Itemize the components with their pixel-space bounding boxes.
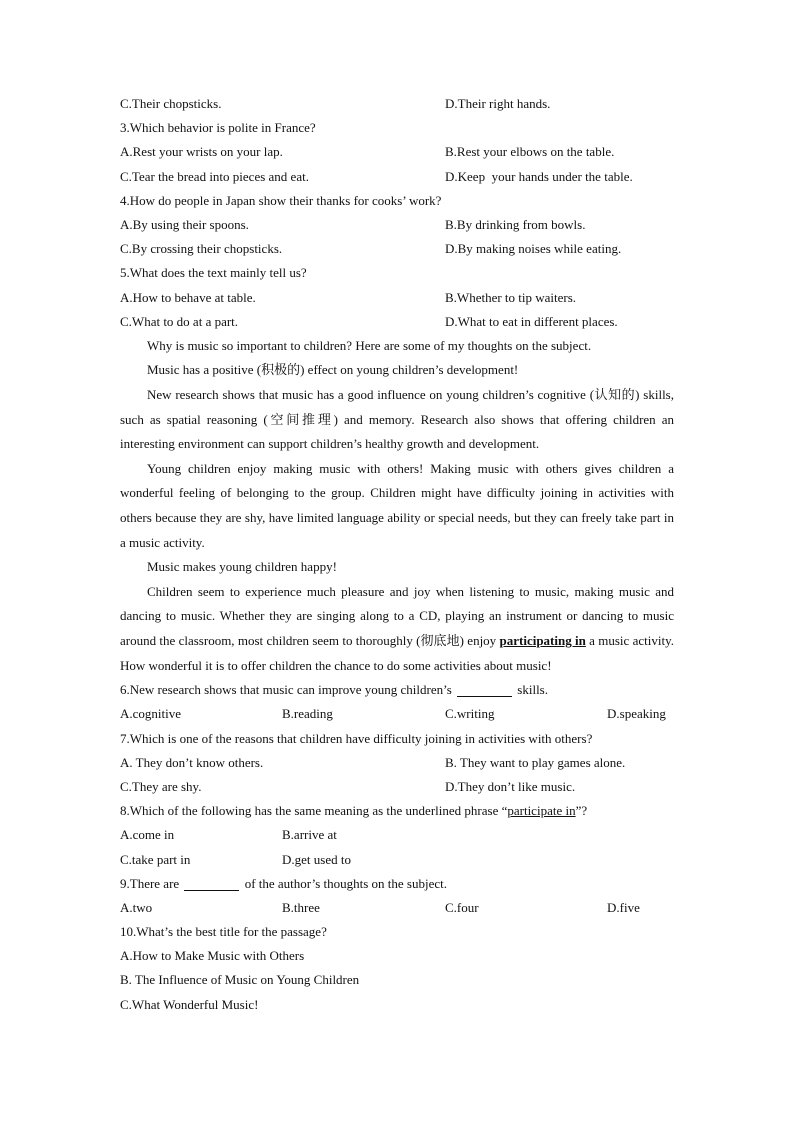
q7-option-b: B. They want to play games alone. bbox=[445, 754, 626, 770]
q6-question bbox=[120, 678, 674, 702]
q8-options-ab bbox=[120, 823, 674, 847]
q7-option-d: D.They don’t like music. bbox=[445, 778, 576, 794]
q3-option-d: D.Keep your hands under the table. bbox=[445, 168, 633, 184]
q3-options-cd bbox=[120, 165, 674, 189]
q9-question-start: 9.There are bbox=[120, 875, 180, 891]
passage-paragraph-4: Young children enjoy making music with others! Making music with others gives children a wonderful feeling of belonging to the group. Children might have difficulty joining in activities with others because they are shy, have limited language ability or special needs, but they can freely take part in a music activity. bbox=[120, 460, 674, 550]
q9-option-b: B.three bbox=[282, 899, 320, 915]
q9-option-d: D.five bbox=[607, 899, 640, 915]
answer-blank bbox=[184, 876, 239, 891]
q8-option-a: A.come in bbox=[120, 827, 175, 843]
q2-options-cd bbox=[120, 92, 674, 116]
q3-option-c: C.Tear the bread into pieces and eat. bbox=[120, 168, 309, 184]
q2-option-d: D.Their right hands. bbox=[445, 96, 551, 111]
passage-paragraph-6-start: Children seem to experience much pleasure and joy when listening to music, making music and dancing to music. Whether they are singing along to a CD, playing an instrument or dancing to music around the classroom, most children seem to thoroughly (彻底地) enjoy bbox=[120, 583, 674, 648]
q10-option-b: B. The Influence of Music on Young Children bbox=[120, 972, 360, 988]
q6-question-end: skills. bbox=[517, 682, 548, 698]
answer-blank bbox=[457, 682, 512, 697]
q8-question-start: 8.Which of the following has the same meaning as the underlined phrase “ bbox=[120, 803, 508, 819]
underlined-phrase: participating in bbox=[499, 633, 586, 648]
q4-option-a: A.By using their spoons. bbox=[120, 216, 249, 232]
passage-paragraph-2: Music has a positive (积极的) effect on young children’s development! bbox=[147, 362, 519, 378]
q5-option-b: B.Whether to tip waiters. bbox=[445, 289, 577, 305]
q5-option-c: C.What to do at a part. bbox=[120, 313, 239, 329]
q4-option-c: C.By crossing their chopsticks. bbox=[120, 241, 283, 257]
q8-question-end: ”? bbox=[575, 803, 588, 819]
passage-paragraph-3: New research shows that music has a good influence on young children’s cognitive (认知的) skills, such as spatial reasoning (空间推理) and memory. Research also shows that offering children an interesting environment can support children’s healthy growth and development. bbox=[120, 387, 674, 452]
q8-options-cd bbox=[120, 848, 674, 872]
q10-option-a: A.How to Make Music with Others bbox=[120, 948, 305, 964]
q4-options-ab bbox=[120, 213, 674, 237]
document-page bbox=[120, 92, 674, 1017]
q8-question bbox=[120, 799, 674, 823]
q2-option-c: C.Their chopsticks. bbox=[120, 96, 222, 111]
q4-question: 4.How do people in Japan show their thanks for cooks’ work? bbox=[120, 192, 442, 208]
q6-option-b: B.reading bbox=[282, 706, 333, 722]
q9-option-a: A.two bbox=[120, 899, 153, 915]
q7-options-cd bbox=[120, 775, 674, 799]
q6-question-start: 6.New research shows that music can improve young children’s bbox=[120, 682, 452, 698]
q5-option-d: D.What to eat in different places. bbox=[445, 313, 618, 329]
q9-option-c: C.four bbox=[445, 899, 479, 915]
q4-option-d: D.By making noises while eating. bbox=[445, 241, 622, 257]
q10-question: 10.What’s the best title for the passage? bbox=[120, 924, 327, 940]
q9-options bbox=[120, 896, 674, 920]
q8-underlined-phrase: participate in bbox=[507, 803, 576, 819]
q5-options-ab bbox=[120, 286, 674, 310]
q7-option-a: A. They don’t know others. bbox=[120, 754, 264, 770]
passage-paragraph-5: Music makes young children happy! bbox=[147, 559, 337, 575]
q7-options-ab bbox=[120, 751, 674, 775]
q4-option-b: B.By drinking from bowls. bbox=[445, 216, 586, 232]
q6-options bbox=[120, 702, 674, 726]
q9-question bbox=[120, 872, 674, 896]
q5-question: 5.What does the text mainly tell us? bbox=[120, 265, 307, 281]
q5-option-a: A.How to behave at table. bbox=[120, 289, 256, 305]
q6-option-a: A.cognitive bbox=[120, 706, 182, 722]
passage-paragraph-1: Why is music so important to children? Here are some of my thoughts on the subject. bbox=[147, 337, 592, 353]
q7-option-c: C.They are shy. bbox=[120, 778, 202, 794]
q8-option-c: C.take part in bbox=[120, 851, 191, 867]
q3-options-ab bbox=[120, 140, 674, 164]
q4-options-cd bbox=[120, 237, 674, 261]
q10-option-c: C.What Wonderful Music! bbox=[120, 996, 259, 1012]
q8-option-d: D.get used to bbox=[282, 851, 351, 867]
q9-question-end: of the author’s thoughts on the subject. bbox=[244, 875, 447, 891]
q3-option-b: B.Rest your elbows on the table. bbox=[445, 144, 615, 160]
q8-option-b: B.arrive at bbox=[282, 827, 337, 843]
q3-option-a: A.Rest your wrists on your lap. bbox=[120, 144, 283, 160]
q7-question: 7.Which is one of the reasons that children have difficulty joining in activities with others? bbox=[120, 730, 593, 746]
passage-paragraph-6 bbox=[120, 580, 674, 678]
q3-question: 3.Which behavior is polite in France? bbox=[120, 120, 316, 136]
q5-options-cd bbox=[120, 310, 674, 334]
q6-option-d: D.speaking bbox=[607, 706, 666, 722]
passage-paragraph-6-end: a music activity. How wonderful it is to offer children the chance to do some activities about music! bbox=[120, 633, 675, 673]
q6-option-c: C.writing bbox=[445, 706, 495, 722]
